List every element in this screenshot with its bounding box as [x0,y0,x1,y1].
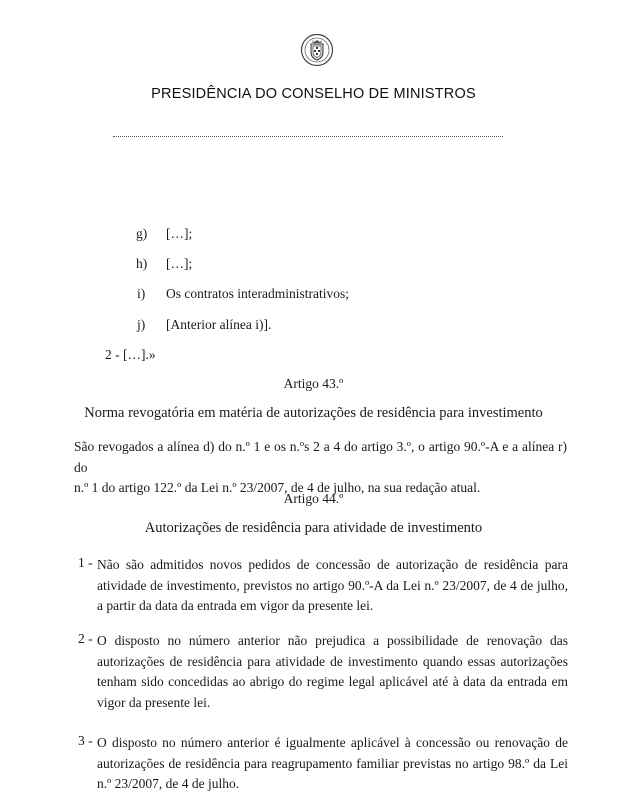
list-item-label: h) [136,256,148,271]
item-line: tenham sido concedidas ao abrigo do regime legal aplicável até à data da entrada em [97,674,568,689]
list-item [136,256,192,272]
body-line: São revogados a alínea d) do n.º 1 e os n.ºs 2 a 4 do artigo 3.º, o artigo 90.º-A e a alínea r) do [74,439,567,475]
list-item-label: i) [137,286,146,301]
item-number: 1 - [78,555,93,570]
item-line: autorizações de residência para atividade de investimento quando essas autorizações [97,653,568,669]
coat-of-arms-icon [300,33,334,67]
list-item-text: Os contratos interadministrativos; [166,286,349,301]
list-item-label: g) [136,226,148,241]
item-line: autorizações de residência para reagrupamento familiar previstas no artigo 98.º da Lei [97,755,568,771]
paragraph-2: 2 - […].» [105,347,156,362]
list-item [137,317,271,333]
list-item-text: […]; [166,256,193,271]
article-44-item [97,733,568,795]
article-44-heading: Artigo 44.º [283,491,344,506]
item-line: O disposto no número anterior é igualmente aplicável à concessão ou renovação de [97,735,568,750]
item-line: a partir da data da entrada em vigor da presente lei. [97,598,374,613]
item-number: 3 - [78,733,93,748]
article-44-item [97,631,568,713]
article-43-heading: Artigo 43.º [283,376,344,391]
list-item-text: [Anterior alínea i)]. [166,317,272,332]
list-item-text: […]; [166,226,193,241]
institution-title: PRESIDÊNCIA DO CONSELHO DE MINISTROS [151,86,476,102]
article-44-title: Autorizações de residência para atividade de investimento [144,520,483,536]
list-item [137,286,349,302]
list-item-label: j) [137,317,146,332]
item-line: vigor da presente lei. [97,694,211,710]
article-43-title: Norma revogatória em matéria de autorizações de residência para investimento [84,405,543,421]
body-line: n.º 1 do artigo 122.º da Lei n.º 23/2007, de 4 de julho, na sua redação atual. [74,480,481,495]
item-number: 2 - [78,631,93,646]
item-line: O disposto no número anterior não prejudica a possibilidade de renovação das [97,633,568,648]
item-line: atividade de investimento, previstos no artigo 90.º-A da Lei n.º 23/2007, de 4 de julho, [97,577,568,593]
item-line: Não são admitidos novos pedidos de concessão de autorização de residência para [97,557,568,572]
list-item [136,226,192,242]
article-43-body [74,437,567,499]
header-divider [113,136,503,137]
item-line: n.º 23/2007, de 4 de julho. [97,776,240,791]
article-44-item [97,555,568,617]
